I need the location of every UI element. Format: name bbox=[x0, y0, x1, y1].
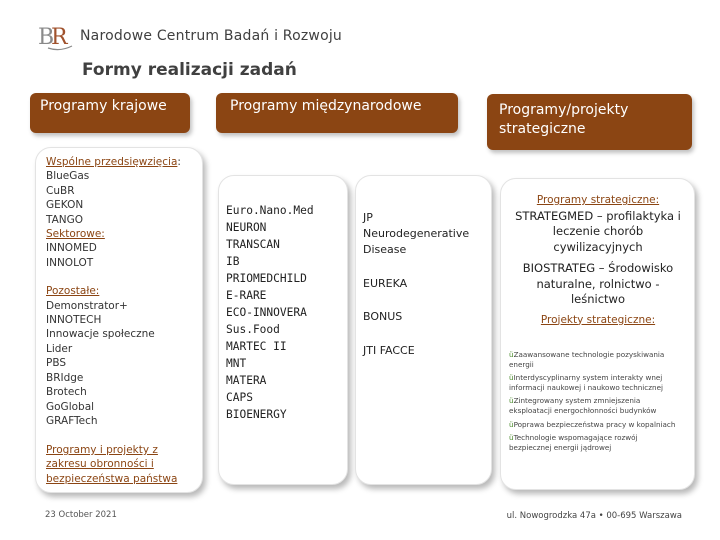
bullet-text: Interdyscyplinarny system interakty wnej bbox=[513, 373, 663, 383]
logo-letter-r: R bbox=[51, 25, 68, 50]
obronnosc-line: Programy i projekty z bbox=[46, 444, 158, 456]
list-item: INNOTECH bbox=[46, 314, 102, 327]
list-item: GRAFTech bbox=[46, 414, 98, 427]
list-item: Innowacje społeczne bbox=[46, 328, 155, 341]
list-item: IB bbox=[226, 255, 240, 268]
list-item: BRIdge bbox=[46, 371, 84, 384]
list-item: ECO-INNOVERA bbox=[226, 306, 307, 319]
strategmed-line: leczenie chorób bbox=[552, 224, 644, 238]
column-header-miedzynarodowe bbox=[216, 93, 458, 133]
check-icon: ü bbox=[509, 433, 514, 443]
list-item: INNOMED bbox=[46, 242, 97, 255]
check-icon: ü bbox=[509, 373, 514, 383]
list-item: Euro.Nano.Med bbox=[226, 204, 314, 217]
list-item bbox=[509, 433, 694, 452]
strategmed-line: cywilizacyjnych bbox=[553, 239, 643, 254]
list-item: CAPS bbox=[226, 391, 253, 404]
bullet-text: Zintegrowany system zmniejszenia bbox=[513, 396, 641, 406]
list-item bbox=[509, 373, 694, 392]
list-item: Sus.Food bbox=[226, 323, 280, 336]
programy-strategiczne-heading: Programy strategiczne: bbox=[536, 194, 660, 206]
bullet-text: bezpiecznej energii jądrowej bbox=[509, 442, 612, 452]
column-header-krajowe-label: Programy krajowe bbox=[40, 98, 167, 114]
list-item: BIOENERGY bbox=[226, 408, 287, 421]
pozostale-heading: Pozostałe: bbox=[46, 285, 100, 298]
check-icon: ü bbox=[509, 419, 514, 429]
list-item: PBS bbox=[46, 357, 67, 370]
list-item: MARTEC II bbox=[226, 340, 287, 353]
list-item bbox=[509, 396, 694, 415]
obronnosc-text bbox=[46, 443, 196, 486]
list-item: NEURON bbox=[226, 221, 267, 234]
ncbr-logo bbox=[38, 22, 78, 52]
list-item: Lider bbox=[46, 342, 73, 355]
strategiczne-programs bbox=[502, 193, 694, 328]
strategic-projects-list bbox=[509, 350, 694, 456]
jp-line: Neurodegenerative bbox=[363, 227, 470, 240]
wspolne-heading-colon: : bbox=[177, 156, 181, 168]
bullet-text: eksploatacji energochłonności budynków bbox=[509, 405, 657, 415]
list-item: GEKON bbox=[46, 199, 84, 212]
footer-address: ul. Nowogrodzka 47a • 00-695 Warszawa bbox=[506, 511, 682, 521]
column-header-strategiczne bbox=[487, 94, 692, 150]
bullet-text: Technologie wspomagające rozwój bbox=[513, 433, 638, 443]
obronnosc-line: zakresu obronności i bbox=[46, 458, 154, 471]
check-icon: ü bbox=[509, 396, 514, 406]
column-header-miedzynarodowe-label: Programy międzynarodowe bbox=[230, 98, 422, 114]
list-item: GoGlobal bbox=[46, 400, 95, 413]
list-item: MATERA bbox=[226, 374, 267, 387]
list-item: Demonstrator+ bbox=[46, 299, 128, 312]
list-item: BlueGas bbox=[46, 170, 90, 183]
biostrateg-line: leśnictwo bbox=[570, 292, 626, 306]
wspolne-heading-line bbox=[46, 155, 196, 169]
jp-neurodegenerative bbox=[363, 210, 488, 258]
list-item: CuBR bbox=[46, 184, 75, 197]
sektorowe-heading: Sektorowe: bbox=[46, 228, 105, 241]
org-name: Narodowe Centrum Badań i Rozwoju bbox=[80, 28, 343, 44]
list-item bbox=[509, 350, 694, 369]
wspolne-heading: Wspólne przedsięwzięcia bbox=[46, 156, 178, 168]
logo-letter-b: B bbox=[38, 25, 55, 50]
list-item: Brotech bbox=[46, 386, 87, 399]
jti-facce-item: JTI FACCE bbox=[363, 344, 415, 357]
list-item: INNOLOT bbox=[46, 256, 94, 269]
biostrateg-line: BIOSTRATEG – Środowisko bbox=[522, 261, 674, 275]
list-item: TRANSCAN bbox=[226, 238, 280, 251]
bullet-text: energii bbox=[509, 359, 534, 369]
obronnosc-line: bezpieczeństwa państwa bbox=[46, 472, 178, 485]
footer-date: 23 October 2021 bbox=[45, 510, 117, 520]
strategmed-line: STRATEGMED – profilaktyka i bbox=[515, 208, 681, 223]
krajowe-list bbox=[46, 155, 196, 428]
biostrateg-line: naturalne, rolnictwo - bbox=[536, 276, 660, 291]
projekty-strategiczne-heading: Projekty strategiczne: bbox=[540, 313, 656, 326]
bullet-text: informacji naukowej i naukowo technicznej bbox=[509, 382, 664, 392]
miedzynarodowe-list-left bbox=[226, 202, 344, 423]
eureka-item: EUREKA bbox=[363, 277, 408, 290]
list-item: MNT bbox=[226, 357, 247, 370]
column-header-krajowe bbox=[30, 93, 190, 133]
bullet-text: Zaawansowane technologie pozyskiwania bbox=[513, 350, 665, 359]
slide-title: Formy realizacji zadań bbox=[82, 60, 297, 80]
list-item: PRIOMEDCHILD bbox=[226, 272, 307, 285]
list-item: E-RARE bbox=[226, 289, 267, 302]
list-item bbox=[509, 420, 694, 430]
list-item: TANGO bbox=[46, 213, 84, 226]
column-header-strategiczne-label: Programy/projekty strategiczne bbox=[499, 102, 629, 137]
check-icon: ü bbox=[509, 350, 514, 359]
jp-line: JP bbox=[363, 211, 373, 224]
bonus-item: BONUS bbox=[363, 310, 403, 323]
jp-line: Disease bbox=[363, 243, 407, 256]
bullet-text: Poprawa bezpieczeństwa pracy w kopalniach bbox=[513, 419, 676, 429]
